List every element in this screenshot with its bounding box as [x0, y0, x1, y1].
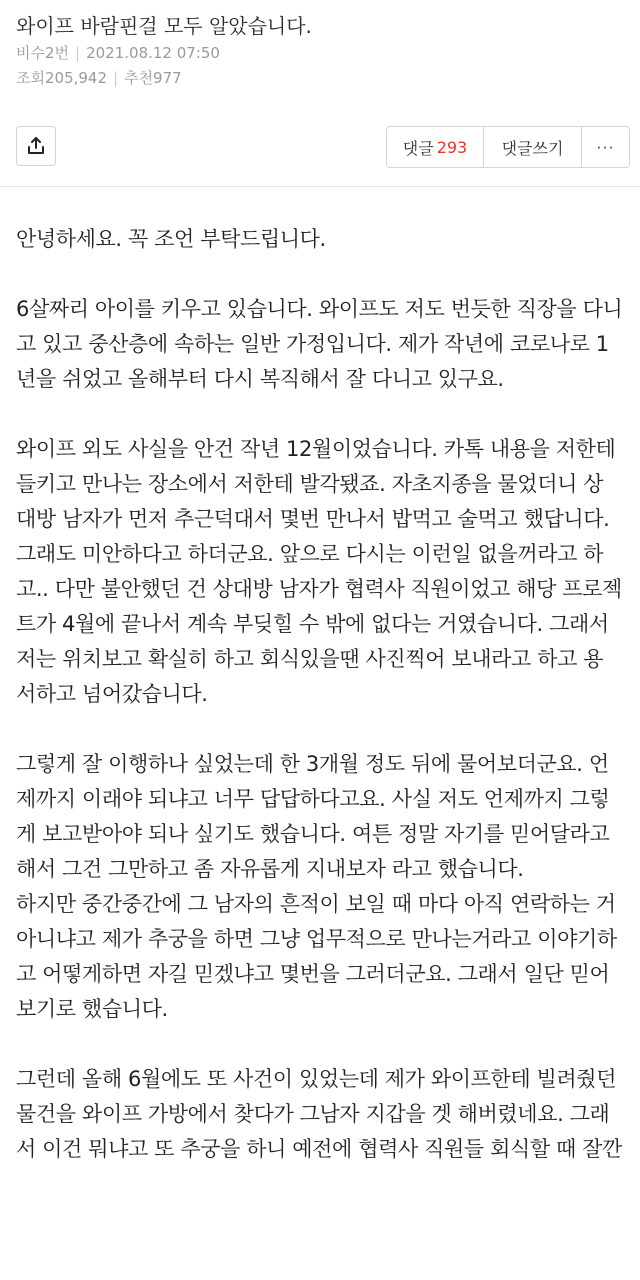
author-name[interactable]: 비수2번: [16, 44, 70, 62]
comments-count: 293: [436, 137, 468, 157]
share-button[interactable]: [16, 126, 56, 166]
more-icon: ···: [596, 137, 615, 157]
body-line: 물건을 와이프 가방에서 찾다가 그남자 지갑을 겟 해버렸네요. 그래: [16, 1102, 610, 1126]
meta-separator: |: [75, 44, 81, 62]
paragraph-gap: [16, 1027, 628, 1062]
body-line: 그런데 올해 6월에도 또 사건이 있었는데 제가 와이프한테 빌려줬던: [16, 1067, 617, 1091]
body-line: 그렇게 잘 이행하나 싶었는데 한 3개월 정도 뒤에 물어보더군요. 언: [16, 752, 609, 776]
comment-actions: [386, 126, 630, 168]
body-line: 고 있고 중산층에 속하는 일반 가정입니다. 제가 작년에 코로나로 1: [16, 332, 609, 356]
body-line: 트가 4월에 끝나서 계속 부딪힐 수 밖에 없다는 거였습니다. 그래서: [16, 612, 609, 636]
more-options-button[interactable]: [581, 127, 629, 167]
post-date: 2021.08.12 07:50: [86, 44, 220, 62]
paragraph-gap: [16, 397, 628, 432]
header-divider: [0, 186, 640, 187]
comments-label: 댓글: [402, 138, 434, 158]
paragraph-gap: [16, 712, 628, 747]
view-count: 조회205,942: [16, 69, 108, 87]
post-meta-stats: [16, 67, 182, 88]
body-line: 게 보고받아야 되나 싶기도 했습니다. 여튼 정말 자기를 믿어달라고: [16, 822, 610, 846]
body-line: 보기로 했습니다.: [16, 997, 168, 1021]
body-line: 아니냐고 제가 추궁을 하면 그냥 업무적으로 만나는거라고 이야기하: [16, 927, 617, 951]
recommend-count: 추천977: [124, 69, 182, 87]
body-line: 서하고 넘어갔습니다.: [16, 682, 208, 706]
body-line: 대방 남자가 먼저 추근덕대서 몇번 만나서 밥먹고 술먹고 했답니다.: [16, 507, 610, 531]
share-icon: [26, 136, 46, 156]
body-line: 서 이건 뭐냐고 또 추궁을 하니 예전에 협력사 직원들 회식할 때 잘깐: [16, 1137, 622, 1161]
meta-separator: |: [113, 69, 119, 87]
write-comment-button[interactable]: 댓글쓰기: [483, 127, 581, 167]
paragraph-gap: [16, 257, 628, 292]
body-line: 들키고 만나는 장소에서 저한테 발각됐죠. 자초지종을 물었더니 상: [16, 472, 604, 496]
post-title: 와이프 바람핀걸 모두 알았습니다.: [16, 14, 312, 38]
body-line: 저는 위치보고 확실히 하고 회식있을땐 사진찍어 보내라고 하고 용: [16, 647, 604, 671]
body-line: 해서 그건 그만하고 좀 자유롭게 지내보자 라고 했습니다.: [16, 857, 524, 881]
body-line: 그래도 미안하다고 하더군요. 앞으로 다시는 이런일 없을꺼라고 하: [16, 542, 604, 566]
body-line: 고 어떻게하면 자길 믿겠냐고 몇번을 그러더군요. 그래서 일단 믿어: [16, 962, 610, 986]
body-line: 안녕하세요. 꼭 조언 부탁드립니다.: [16, 227, 326, 251]
body-line: 제까지 이래야 되냐고 너무 답답하다고요. 사실 저도 언제까지 그렇: [16, 787, 610, 811]
body-line: 년을 쉬었고 올해부터 다시 복직해서 잘 다니고 있구요.: [16, 367, 504, 391]
body-line: 와이프 외도 사실을 안건 작년 12월이었습니다. 카톡 내용을 저한테: [16, 437, 616, 461]
body-line: 6살짜리 아이를 키우고 있습니다. 와이프도 저도 번듯한 직장을 다니: [16, 297, 623, 321]
comments-button[interactable]: [387, 127, 483, 167]
post-meta-author-date: [16, 42, 220, 63]
body-line: 하지만 중간중간에 그 남자의 흔적이 보일 때 마다 아직 연락하는 거: [16, 892, 616, 916]
post-body: [16, 222, 628, 1167]
body-line: 고.. 다만 불안했던 건 상대방 남자가 협력사 직원이었고 해당 프로젝: [16, 577, 622, 601]
